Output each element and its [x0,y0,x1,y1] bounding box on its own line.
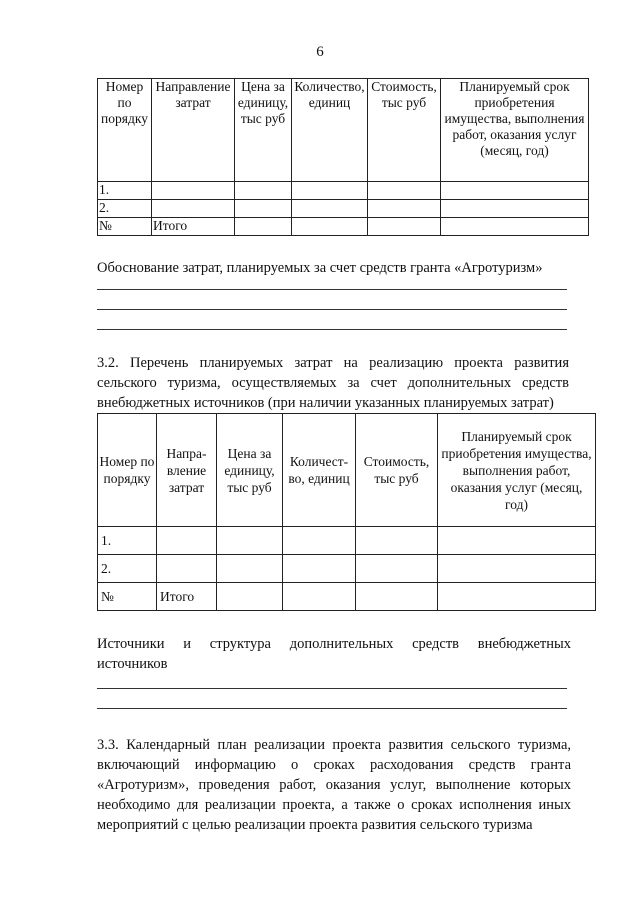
table-row [98,527,596,555]
column-header: Планируемый срок приобретения имущества, выполнения работ, оказания услуг (месяц, год) [438,414,596,527]
table-cell: 1. [98,182,152,200]
section-3-3-line: мероприятий с целью реализации проекта развития сельского туризма [97,817,533,833]
column-header: Стоимость, тыс руб [368,79,441,182]
column-header: Направление затрат [152,79,235,182]
table-cell [438,555,596,583]
extrabudgetary-costs-table [97,413,596,611]
table-cell [217,527,283,555]
table-row-total [98,218,589,236]
table-cell: № [98,583,157,611]
column-header: Количест-во, единиц [283,414,356,527]
table-row-total [98,583,596,611]
column-header: Цена за единицу, тыс руб [217,414,283,527]
column-header: Номер по порядку [98,79,152,182]
column-header: Стоимость, тыс руб [356,414,438,527]
column-header: Цена за единицу, тыс руб [235,79,292,182]
fill-in-line [97,688,567,689]
table-cell: Итого [152,218,235,236]
section-3-2-line: сельского туризма, осуществляемых за счет дополнительных средств [97,375,569,391]
fill-in-line [97,329,567,330]
table-cell [157,527,217,555]
table-cell [356,527,438,555]
table-cell [368,182,441,200]
costs-table [97,78,589,236]
table-cell [235,182,292,200]
column-header: Планируемый срок приобретения имущества, выполнения работ, оказания услуг (месяц, год) [441,79,589,182]
table-header-row [98,79,589,182]
section-3-2-line: 3.2. Перечень планируемых затрат на реализацию проекта развития [97,355,569,371]
fill-in-line [97,289,567,290]
table-cell: № [98,218,152,236]
section-3-3-line: «Агротуризм», проведения работ, оказания услуг, выполнение которых [97,777,571,793]
table-cell [441,218,589,236]
table-cell [235,218,292,236]
table-cell: 2. [98,200,152,218]
table-cell [217,555,283,583]
table-cell [441,182,589,200]
table-cell [157,555,217,583]
table-cell [368,218,441,236]
table-cell [292,200,368,218]
table-cell [283,583,356,611]
section-3-2-line: внебюджетных источников (при наличии указанных планируемых затрат) [97,395,554,411]
column-header: Напра-вление затрат [157,414,217,527]
table-cell [356,583,438,611]
table-cell [292,218,368,236]
table-cell [438,583,596,611]
table-cell [152,200,235,218]
table-cell: 1. [98,527,157,555]
table-cell [292,182,368,200]
table-cell [283,527,356,555]
column-header: Номер по порядку [98,414,157,527]
section-3-3-line: 3.3. Календарный план реализации проекта развития сельского туризма, [97,737,571,753]
fill-in-line [97,708,567,709]
table-cell [217,583,283,611]
table-header-row [98,414,596,527]
table-row [98,200,589,218]
table-cell [438,527,596,555]
table-cell: 2. [98,555,157,583]
table-row [98,555,596,583]
table-cell [152,182,235,200]
table-cell: Итого [157,583,217,611]
fill-in-line [97,309,567,310]
table-cell [283,555,356,583]
table-cell [441,200,589,218]
table-cell [235,200,292,218]
section-3-3-line: необходимо для реализации проекта, а также о сроках исполнения иных [97,797,571,813]
table-cell [356,555,438,583]
page-number: 6 [316,44,324,60]
sources-line: источников [97,656,168,672]
column-header: Количество, единиц [292,79,368,182]
sources-line: Источники и структура дополнительных средств внебюджетных [97,636,571,652]
justification-label: Обоснование затрат, планируемых за счет средств гранта «Агротуризм» [97,260,543,276]
section-3-3-line: включающий информацию о сроках расходования средств гранта [97,757,571,773]
table-row [98,182,589,200]
table-cell [368,200,441,218]
